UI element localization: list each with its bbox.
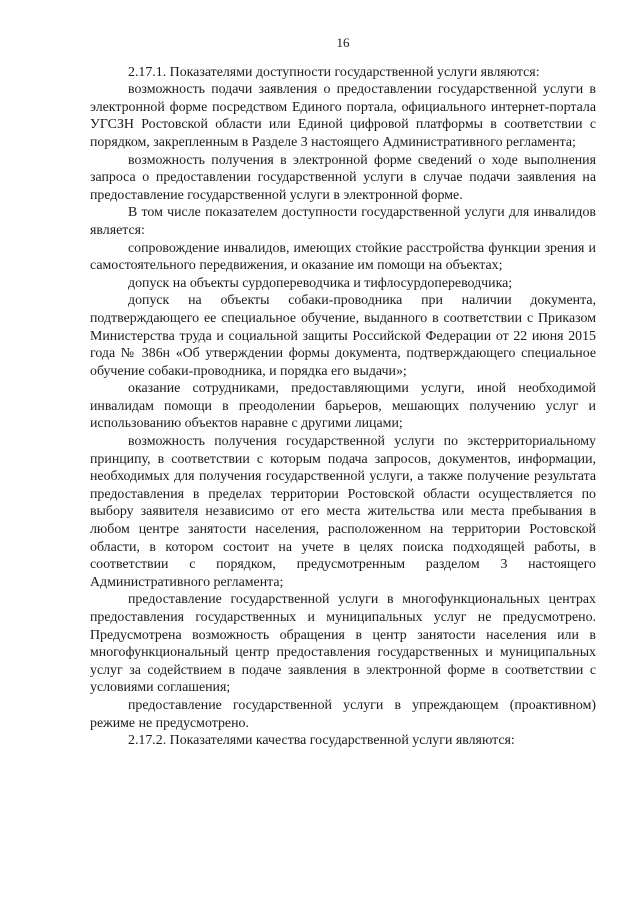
page-number: 16 [336,35,350,50]
paragraph-proactive: предоставление государственной услуги в упреждающем (проактивном) режиме не предусмотрено. [90,697,596,731]
paragraph-status-info: возможность получения в электронной форме сведений о ходе выполнения запроса о предоставлении государственной услуги в случае подачи заявления на предоставление государственной услуги в электронной форме. [90,152,596,203]
paragraph-electronic-submission: возможность подачи заявления о предоставлении государственной услуги в электронной форме посредством Единого портала, официального интернет-портала УГСЗН Ростовской области или Единой цифровой платформы в соответствии с порядком, закрепленным в Разделе 3 настоящего Административного регламента; [90,82,596,150]
paragraph-mfc: предоставление государственной услуги в многофункциональных центрах предоставления государственных и муниципальных услуг не предусмотрено. Предусмотрена возможность обращения в центр занятости населения или в многофункциональный центр предоставления государственных и муниципальных услуг за содействием в подаче заявления в электронной форме в соответствии с условиями соглашения; [90,592,596,696]
document-page [90,34,596,750]
paragraph-sign-interpreter: допуск на объекты сурдопереводчика и тифлосурдопереводчика; [128,275,513,291]
paragraph-disabled-accessibility: В том числе показателем доступности государственной услуги для инвалидов является: [90,205,596,238]
paragraph-escort: сопровождение инвалидов, имеющих стойкие расстройства функции зрения и самостоятельного передвижения, и оказание им помощи на объектах; [90,240,596,274]
paragraph-guide-dog: допуск на объекты собаки-проводника при наличии документа, подтверждающего ее специальное обучение, выданного в соответствии с Приказом Министерства труда и социальной защиты Российской Федерации от 22 июня 2015 года № 386н «Об утверждении формы документа, подтверждающего специальное обучение собаки-проводника, и порядка его выдачи»; [90,293,596,379]
paragraph-2-17-1-heading: 2.17.1. Показателями доступности государственной услуги являются: [128,64,540,80]
paragraph-staff-assistance: оказание сотрудниками, предоставляющими услуги, иной необходимой инвалидам помощи в преодолении барьеров, мешающих получению услуг и использованию объектов наравне с другими лицами; [90,381,596,432]
paragraph-2-17-2-heading: 2.17.2. Показателями качества государственной услуги являются: [128,733,515,749]
paragraph-extraterritorial: возможность получения государственной услуги по экстерриториальному принципу, в соответствии с которым подача запросов, документов, информации, необходимых для получения государственной услуги, а также получение результата предоставления в пределах территории Ростовской области осуществляется по выбору заявителя независимо от его места жительства или места пребывания в любом центре занятости населения, расположенном на территории Ростовской области, в котором состоит на учете в целях поиска подходящей работы, в соответствии с порядком, предусмотренным разделом 3 настоящего Административного регламента; [90,434,596,590]
